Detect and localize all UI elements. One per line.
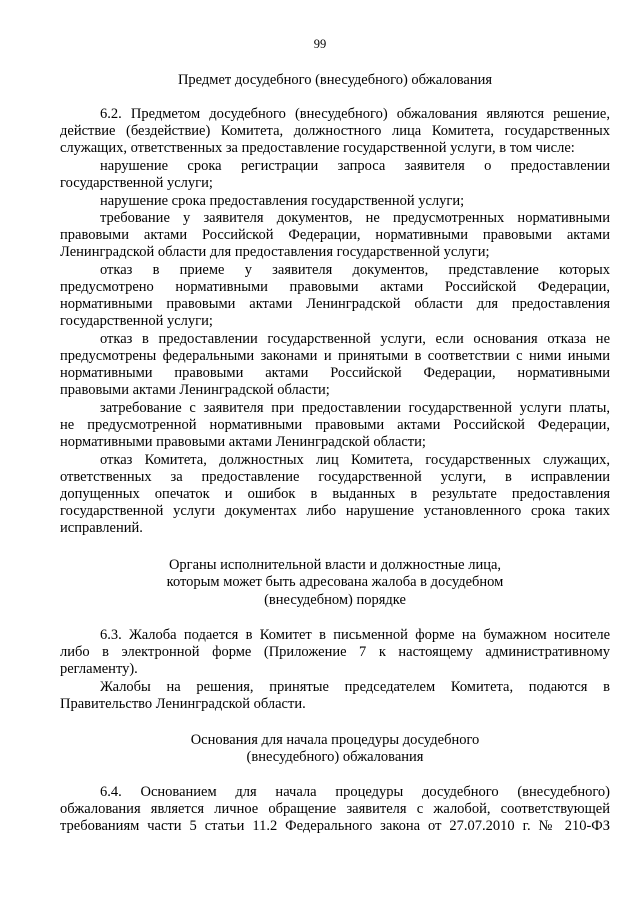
section-heading-authorities: Органы исполнительной власти и должностные лица, которым может быть адресована жалоба в досудебном (внесудебном) порядке (166, 557, 504, 608)
section-heading-grounds: Основания для начала процедуры досудебного (внесудебного) обжалования (190, 732, 480, 766)
page-number: 99 (313, 37, 327, 51)
section-heading-subject: Предмет досудебного (внесудебного) обжалования (177, 72, 493, 88)
